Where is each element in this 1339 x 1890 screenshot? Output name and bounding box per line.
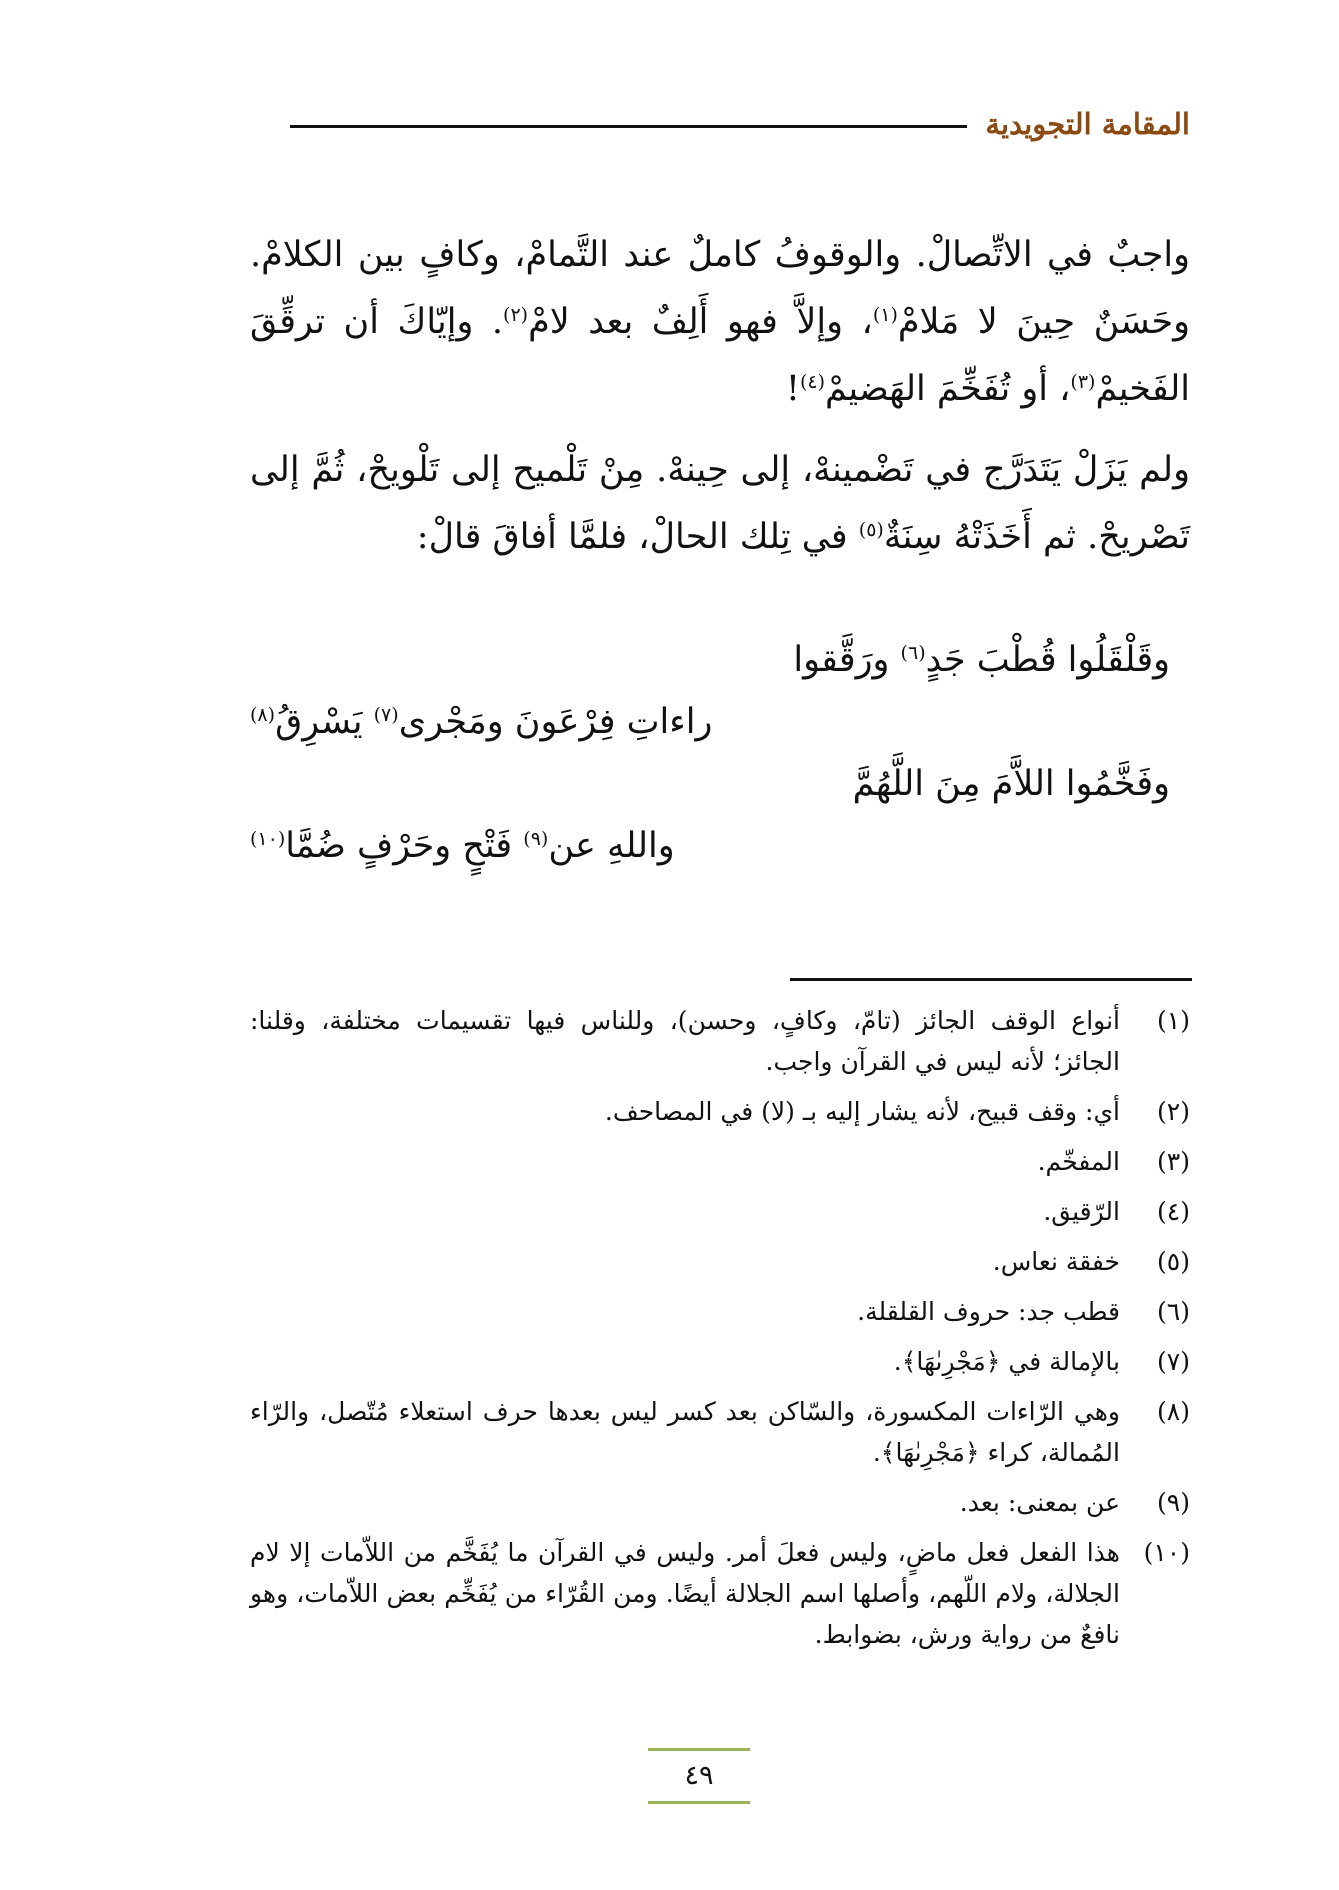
footnote-7: [250, 1341, 1190, 1382]
footnotes: [250, 1000, 1190, 1664]
footnote-number: (٦): [1157, 1297, 1190, 1326]
verse-tail: فَتْحٍ وحَرْفٍ ضُمَّا: [285, 826, 524, 866]
poem-verse-2: [250, 692, 712, 752]
footnote-4: [250, 1191, 1190, 1232]
poem-verse-1: [793, 630, 1170, 690]
footnote-text: وهي الرّاءات المكسورة، والسّاكن بعد كسر ليس بعدها حرف استعلاء مُتّصل، والرّاء المُمالة، كراء ﴿مَجْرِىٰهَا﴾.: [250, 1397, 1120, 1467]
footnote-number: (١٠): [1143, 1538, 1190, 1567]
footnote-number: (٧): [1157, 1347, 1190, 1376]
footnote-text: أي: وقف قبيح، لأنه يشار إليه بـ (لا) في المصاحف.: [604, 1097, 1120, 1126]
p1-segment-3: . وإيّاكَ أن ترقِّقَ الفَخيمْ: [250, 302, 1190, 409]
p1-segment-2: ، وإلاَّ فهو أَلِفٌ بعد لامْ: [528, 302, 873, 342]
footnote-number: (٨): [1157, 1397, 1190, 1426]
footnote-text: الرّقيق.: [1043, 1197, 1120, 1226]
paragraph-1: [250, 222, 1190, 423]
footnote-ref-1[interactable]: (١): [872, 304, 898, 326]
footnote-9: [250, 1482, 1190, 1523]
footnote-ref-8[interactable]: (٨): [250, 704, 276, 726]
footnote-text: عن بمعنى: بعد.: [959, 1488, 1120, 1517]
footnote-text: بالإمالة في ﴿مَجْرِىٰهَا﴾.: [893, 1347, 1120, 1376]
verse-text: راءاتِ فِرْعَونَ ومَجْرى: [398, 702, 713, 742]
verse-text: واللهِ عن: [548, 826, 675, 866]
p2-segment-2: في تِلك الحالْ، فلمَّا أفاقَ قالْ:: [416, 517, 859, 557]
footnote-text: قطب جد: حروف القلقلة.: [857, 1297, 1120, 1326]
page-number-block: [648, 1748, 750, 1804]
footnote-ref-5[interactable]: (٥): [858, 519, 884, 541]
footnote-number: (٥): [1157, 1247, 1190, 1276]
footnote-5: [250, 1241, 1190, 1282]
footnote-ref-9[interactable]: (٩): [523, 828, 549, 850]
footnote-text: هذا الفعل فعل ماضٍ، وليس فعلَ أمر. وليس في القرآن ما يُفَخَّم من اللاّمات إلا لام الجلالة، ولام اللّهم، وأصلها اسم الجلالة أيضًا. ومن القُرّاء من يُفَخِّم بعض اللاّمات، وهو نافعٌ من رواية ورش، بضوابط.: [250, 1538, 1120, 1649]
p1-segment-5: !: [785, 369, 800, 409]
poem-verse-3: [853, 754, 1170, 814]
footnote-8: [250, 1391, 1190, 1473]
footnote-ref-2[interactable]: (٢): [503, 304, 529, 326]
footnote-number: (١): [1157, 1006, 1190, 1035]
footnote-2: [250, 1091, 1190, 1132]
header-title: المقامة التجويدية: [985, 107, 1190, 141]
verse-text: وقَلْقَلُوا قُطْبَ جَدٍ: [925, 640, 1170, 680]
footnote-text: أنواع الوقف الجائز (تامّ، وكافٍ، وحسن)، وللناس فيها تقسيمات مختلفة، وقلنا: الجائز؛ لأنه ليس في القرآن واجب.: [250, 1006, 1120, 1076]
p1-segment-1: واجبٌ في الاتِّصالْ. والوقوفُ كاملٌ عند التَّمامْ، وكافٍ بين الكلامْ. وحَسَنٌ حِينَ لا مَلامْ: [250, 235, 1191, 342]
footnote-ref-4[interactable]: (٤): [799, 371, 826, 393]
footnote-6: [250, 1291, 1190, 1332]
footnote-ref-3[interactable]: (٣): [1070, 371, 1096, 393]
page-number-rule-bottom: [648, 1801, 750, 1804]
footnote-text: خفقة نعاس.: [992, 1247, 1120, 1276]
footnote-number: (٣): [1157, 1147, 1190, 1176]
poem-verse-4: [250, 816, 675, 876]
running-header: [290, 106, 1190, 142]
footnote-10: [250, 1532, 1190, 1655]
footnote-1: [250, 1000, 1190, 1082]
footnote-text: المفخّم.: [1037, 1147, 1120, 1176]
page-number: ٤٩: [684, 1760, 714, 1791]
footnote-3: [250, 1141, 1190, 1182]
verse-tail: ورَقَّقوا: [793, 640, 901, 680]
main-text: [250, 222, 1190, 571]
p1-segment-4: ، أو تُفَخِّمَ الهَضيمْ: [825, 369, 1071, 409]
footnote-ref-10[interactable]: (١٠): [250, 828, 286, 850]
footnote-number: (٤): [1157, 1197, 1190, 1226]
footnote-ref-7[interactable]: (٧): [373, 704, 399, 726]
footnote-number: (٩): [1157, 1488, 1190, 1517]
verse-text: وفَخَّمُوا اللاَّمَ مِنَ اللَّهُمَّ: [852, 764, 1170, 804]
paragraph-2: [250, 437, 1190, 571]
verse-tail: يَسْرِقُ: [275, 702, 374, 742]
footnote-number: (٢): [1157, 1097, 1190, 1126]
footnote-ref-6[interactable]: (٦): [900, 642, 926, 664]
header-rule: [290, 125, 967, 128]
p2-segment-1: ولم يَزَلْ يَتَدَرَّج في تَضْمينهْ، إلى حِينهْ. مِنْ تَلْميح إلى تَلْويحْ، ثُمَّ إلى تَصْريحْ. ثم أَخَذَتْهُ سِنَةٌ: [250, 450, 1190, 557]
footnote-separator: [790, 978, 1192, 981]
